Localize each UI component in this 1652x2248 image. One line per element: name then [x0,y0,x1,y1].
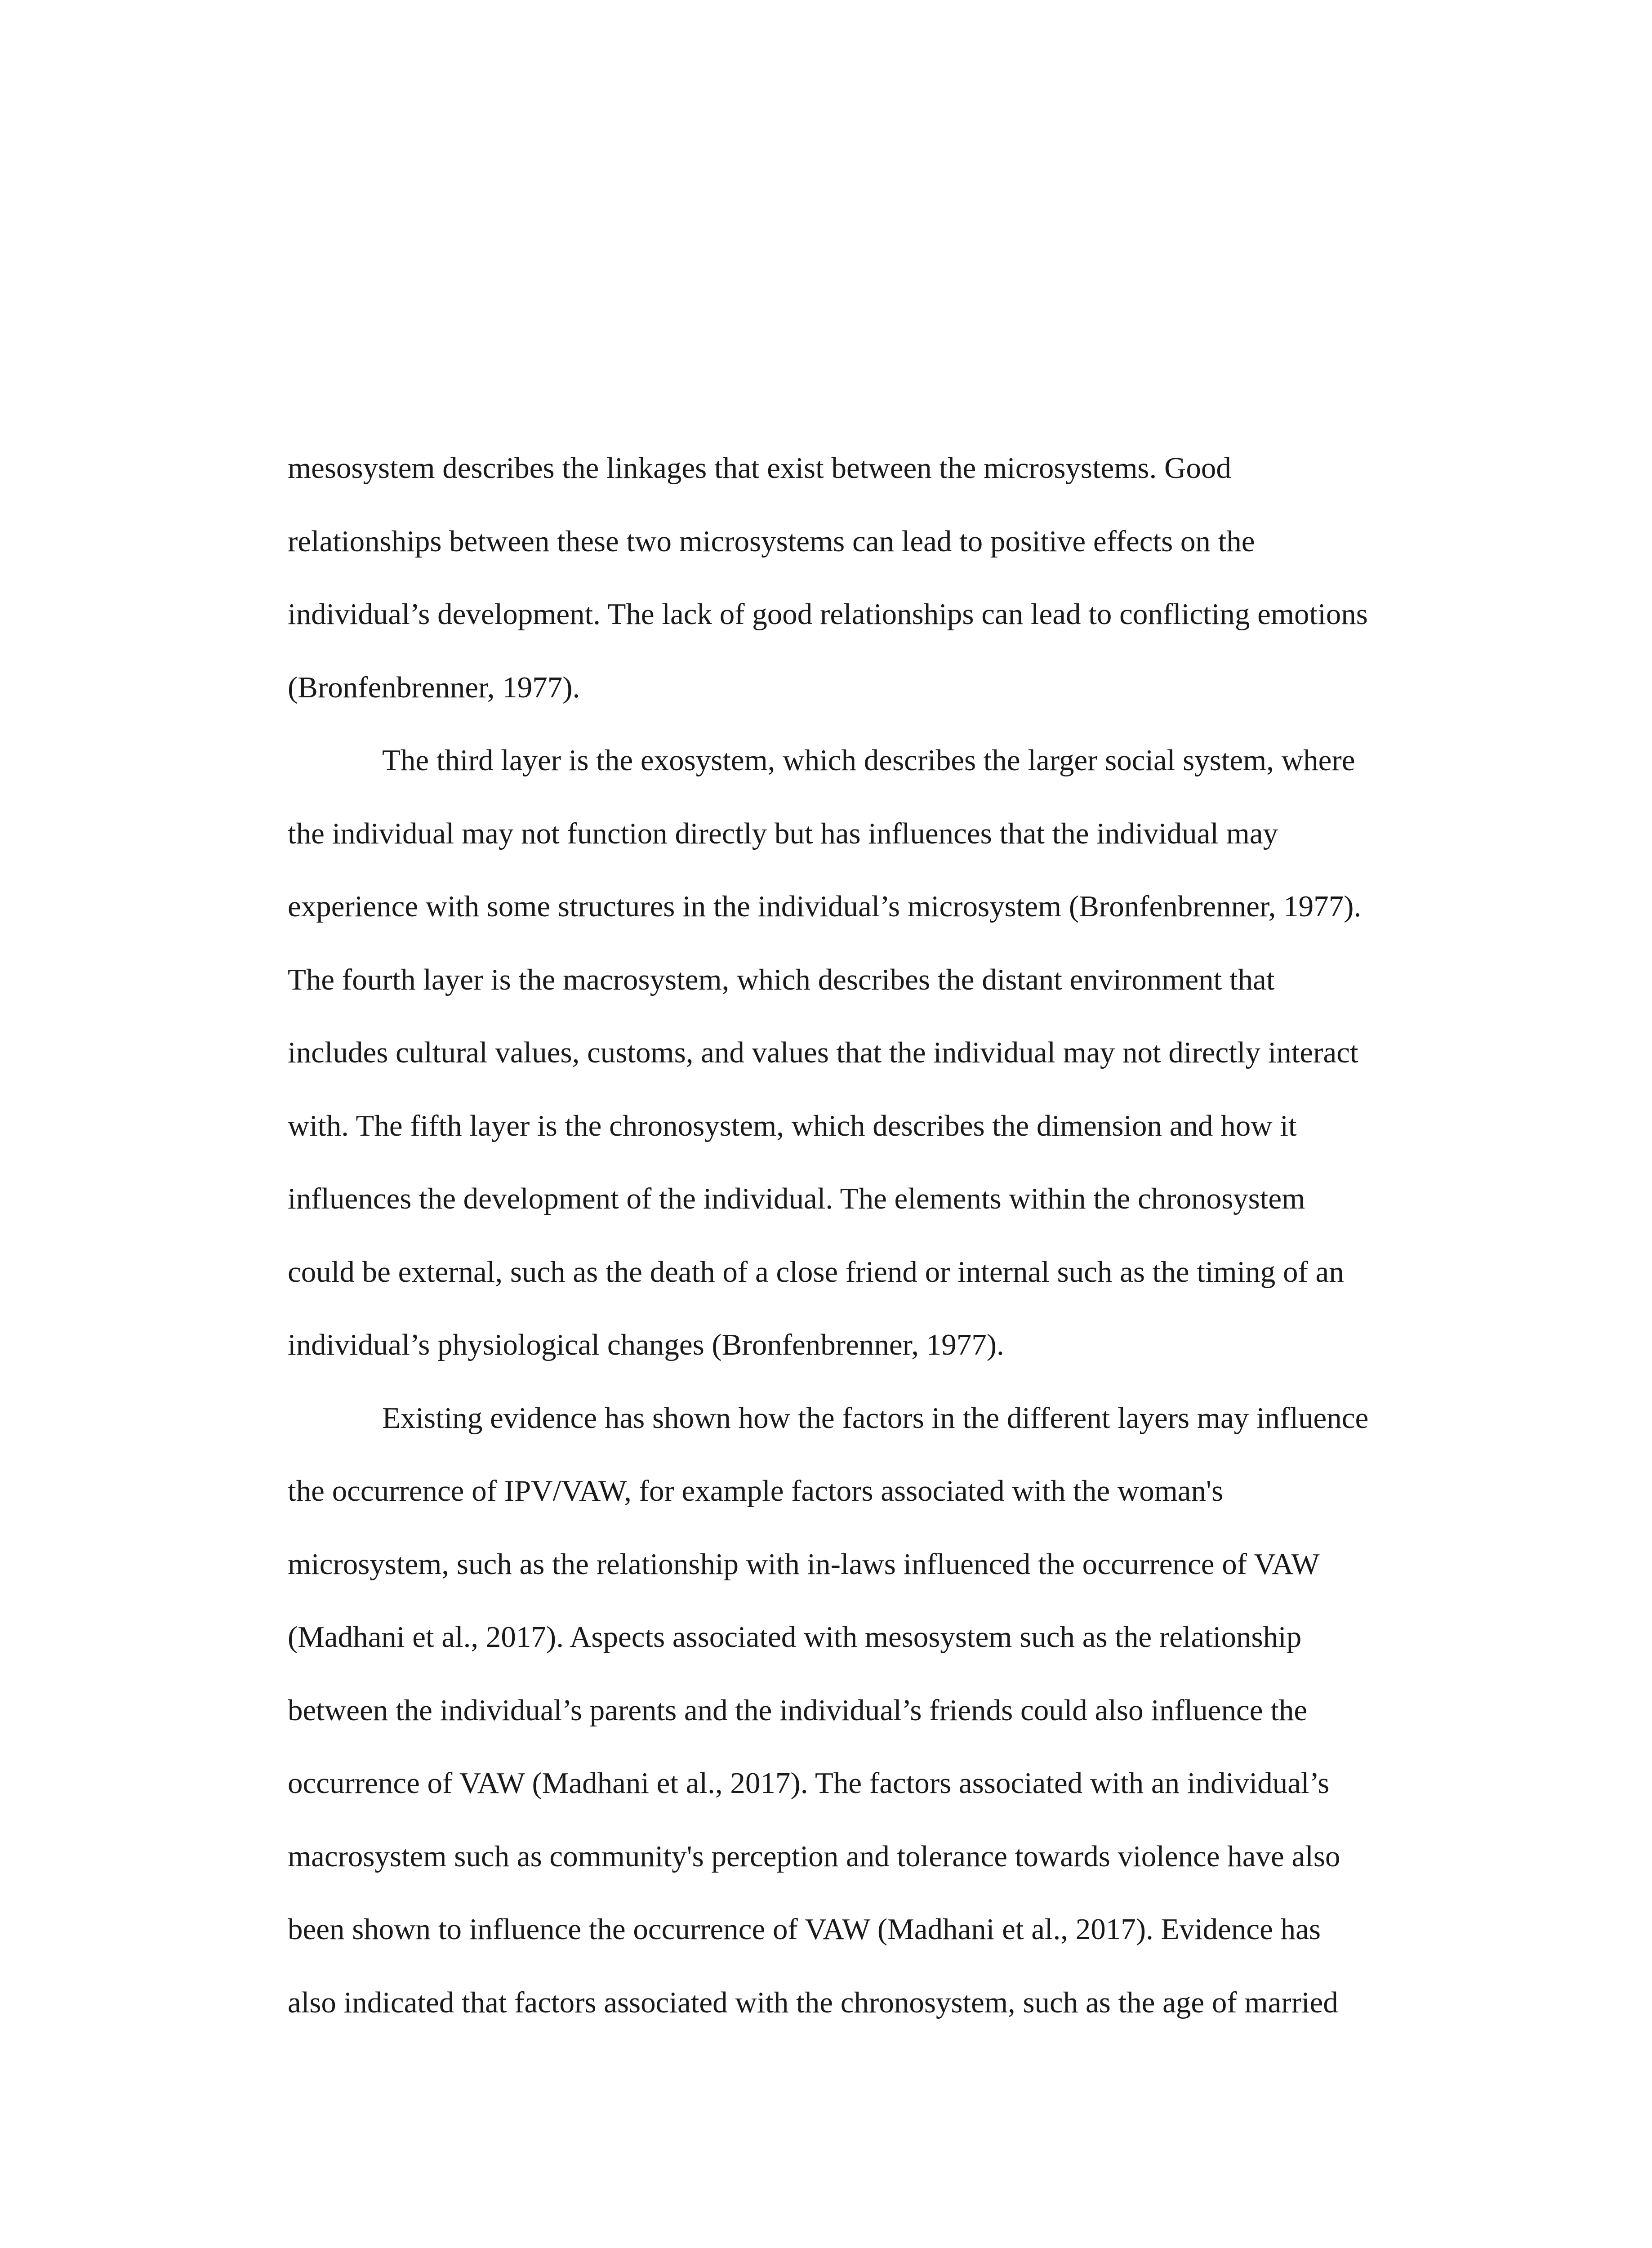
text-line: also indicated that factors associated with the chronosystem, such as the age of married [288,1985,1338,2019]
text-line: influences the development of the individual. The elements within the chronosystem [288,1182,1305,1215]
text-line: includes cultural values, customs, and values that the individual may not directly interact [288,1036,1358,1069]
text-line: the individual may not function directly but has influences that the individual may [288,816,1278,850]
paragraph-start-line: Existing evidence has shown how the factors in the different layers may influence [382,1401,1369,1435]
text-line: (Madhani et al., 2017). Aspects associated with mesosystem such as the relationship [288,1620,1302,1654]
text-line: individual’s physiological changes (Bronfenbrenner, 1977). [288,1328,1004,1361]
paragraph-start-line: The third layer is the exosystem, which describes the larger social system, where [382,744,1355,777]
text-line: been shown to influence the occurrence of VAW (Madhani et al., 2017). Evidence has [288,1913,1321,1946]
text-line: macrosystem such as community's perception and tolerance towards violence have also [288,1839,1340,1873]
text-line: microsystem, such as the relationship with in-laws influenced the occurrence of VAW [288,1547,1320,1581]
body-text [288,432,1429,2039]
text-line: (Bronfenbrenner, 1977). [288,670,580,704]
text-line: the occurrence of IPV/VAW, for example factors associated with the woman's [288,1474,1224,1508]
text-line: occurrence of VAW (Madhani et al., 2017). The factors associated with an individual’s [288,1766,1330,1800]
text-line: individual’s development. The lack of good relationships can lead to conflicting emotions [288,598,1368,631]
text-line: between the individual’s parents and the individual’s friends could also influence the [288,1693,1308,1727]
text-line: experience with some structures in the individual’s microsystem (Bronfenbrenner, 1977). [288,890,1362,923]
text-line: The fourth layer is the macrosystem, which describes the distant environment that [288,963,1275,996]
text-line: could be external, such as the death of a close friend or internal such as the timing of an [288,1255,1344,1289]
text-line: relationships between these two microsystems can lead to positive effects on the [288,524,1255,558]
text-line: with. The fifth layer is the chronosystem, which describes the dimension and how it [288,1109,1297,1142]
text-line: mesosystem describes the linkages that exist between the microsystems. Good [288,451,1231,485]
